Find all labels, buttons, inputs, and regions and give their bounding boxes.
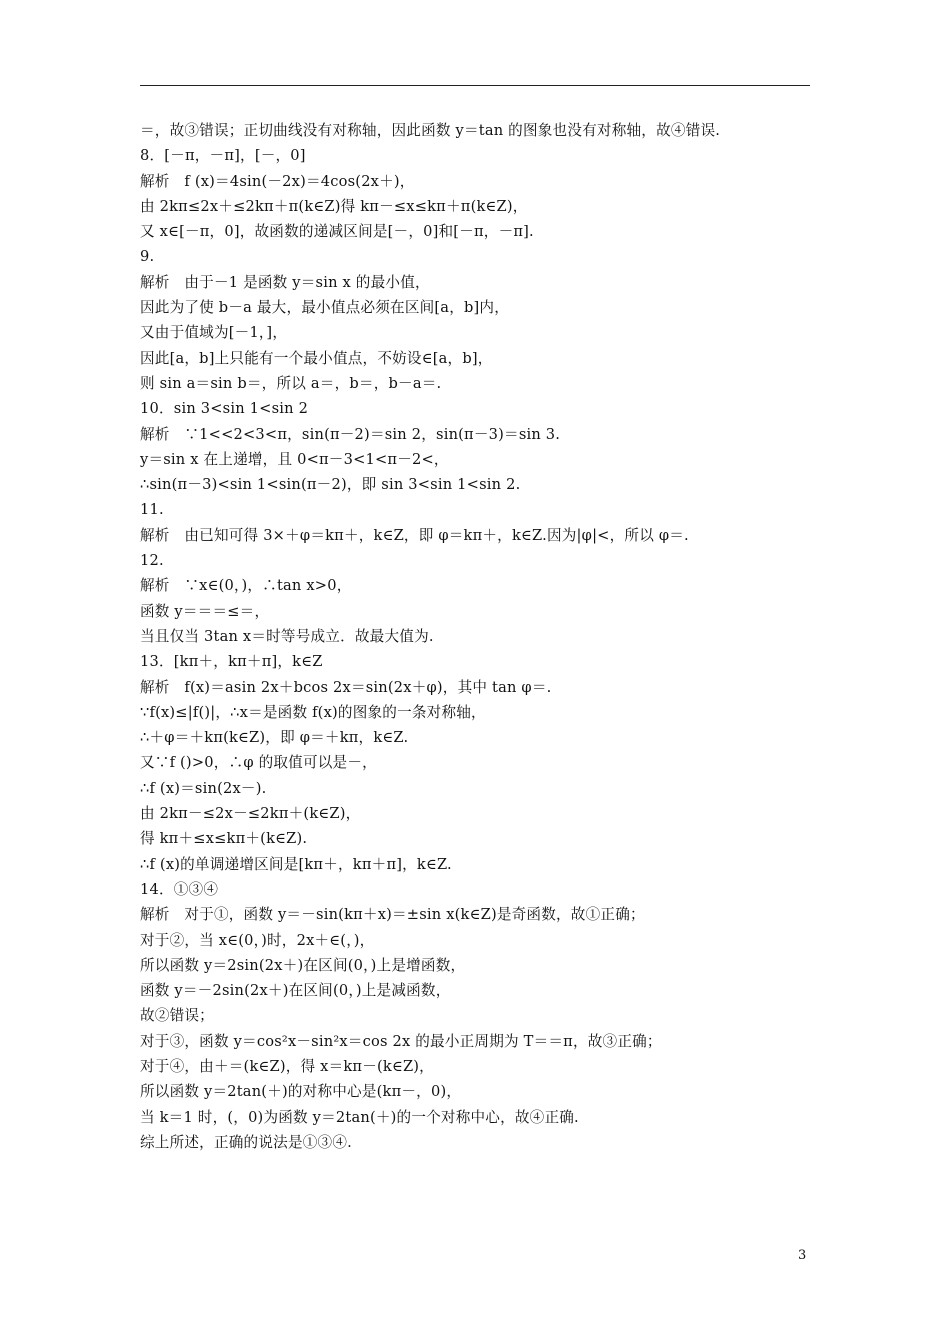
- text-line: ∴f (x)的单调递增区间是[kπ＋，kπ＋π]，k∈Z.: [140, 855, 452, 873]
- text-line: 又 x∈[－π，0]，故函数的递减区间是[－，0]和[－π，－π].: [140, 223, 534, 241]
- text-line: 13．[kπ＋，kπ＋π]，k∈Z: [140, 653, 323, 671]
- text-line: y＝sin x 在上递增，且 0<π－3<1<π－2<，: [140, 450, 449, 468]
- text-line: 因此[a，b]上只能有一个最小值点，不妨设∈[a，b]，: [140, 349, 493, 367]
- text-line: 解析 由已知可得 3×＋φ＝kπ＋，k∈Z，即 φ＝kπ＋，k∈Z.因为|φ|<，所以 φ＝.: [140, 526, 689, 544]
- text-line: ∴sin(π－3)<sin 1<sin(π－2)，即 sin 3<sin 1<sin 2.: [140, 476, 521, 494]
- text-line: 又∵f ()>0，∴φ 的取值可以是－，: [140, 754, 377, 772]
- text-line: 综上所述，正确的说法是①③④.: [140, 1133, 352, 1151]
- text-line: ∴＋φ＝＋kπ(k∈Z)，即 φ＝＋kπ，k∈Z.: [140, 729, 409, 747]
- text-line: 对于④，由＋＝(k∈Z)，得 x＝kπ－(k∈Z)，: [140, 1057, 434, 1075]
- page-number: 3: [798, 1248, 807, 1263]
- text-line: 14．①③④: [140, 880, 219, 898]
- text-line: 当 k＝1 时，(，0)为函数 y＝2tan(＋)的一个对称中心，故④正确.: [140, 1108, 579, 1126]
- document-body: [140, 118, 820, 1155]
- text-line: 所以函数 y＝2sin(2x＋)在区间(0，)上是增函数，: [140, 956, 466, 974]
- text-line: 由 2kπ≤2x＋≤2kπ＋π(k∈Z)得 kπ－≤x≤kπ＋π(k∈Z)，: [140, 197, 528, 215]
- text-line: 函数 y＝－2sin(2x＋)在区间(0，)上是减函数，: [140, 982, 451, 1000]
- text-line: 所以函数 y＝2tan(＋)的对称中心是(kπ－，0)，: [140, 1083, 462, 1101]
- text-line: 11.: [140, 501, 164, 519]
- text-line: 又由于值域为[－1，]，: [140, 324, 288, 342]
- text-line: 解析 由于－1 是函数 y＝sin x 的最小值，: [140, 273, 430, 291]
- text-line: 对于③，函数 y＝cos²x－sin²x＝cos 2x 的最小正周期为 T＝＝π，故③正确；: [140, 1032, 662, 1050]
- text-line: ∵f(x)≤|f()|，∴x＝是函数 f(x)的图象的一条对称轴，: [140, 703, 486, 721]
- text-line: 对于②，当 x∈(0，)时，2x＋∈(，)，: [140, 931, 375, 949]
- text-line: 得 kπ＋≤x≤kπ＋(k∈Z).: [140, 830, 308, 848]
- header-rule: [140, 85, 810, 86]
- text-line: ∴f (x)＝sin(2x－).: [140, 779, 267, 797]
- text-line: 解析 f(x)＝asin 2x＋bcos 2x＝sin(2x＋φ)，其中 tan φ＝.: [140, 678, 552, 696]
- text-line: 9.: [140, 248, 155, 266]
- text-line: 12.: [140, 552, 164, 570]
- text-line: 解析 ∵x∈(0，)，∴tan x>0，: [140, 577, 352, 595]
- text-line: 函数 y＝＝＝≤＝，: [140, 602, 270, 620]
- text-line: 当且仅当 3tan x＝时等号成立．故最大值为.: [140, 627, 434, 645]
- text-line: 由 2kπ－≤2x－≤2kπ＋(k∈Z)，: [140, 805, 361, 823]
- text-line: 故②错误；: [140, 1007, 214, 1025]
- text-line: 因此为了使 b－a 最大，最小值点必须在区间[a，b]内，: [140, 299, 510, 317]
- text-line: 8．[－π，－π]，[－，0]: [140, 147, 306, 165]
- text-line: 解析 对于①，函数 y＝－sin(kπ＋x)＝±sin x(k∈Z)是奇函数，故①正确；: [140, 906, 645, 924]
- text-line: 解析 ∵1<<2<3<π，sin(π－2)＝sin 2，sin(π－3)＝sin 3.: [140, 425, 561, 443]
- text-line: 则 sin a＝sin b＝，所以 a＝，b＝，b－a＝.: [140, 374, 442, 392]
- text-line: 10．sin 3<sin 1<sin 2: [140, 400, 309, 418]
- text-line: 解析 f (x)＝4sin(－2x)＝4cos(2x＋)，: [140, 172, 415, 190]
- text-line: ＝，故③错误；正切曲线没有对称轴，因此函数 y＝tan 的图象也没有对称轴，故④错误.: [140, 122, 721, 139]
